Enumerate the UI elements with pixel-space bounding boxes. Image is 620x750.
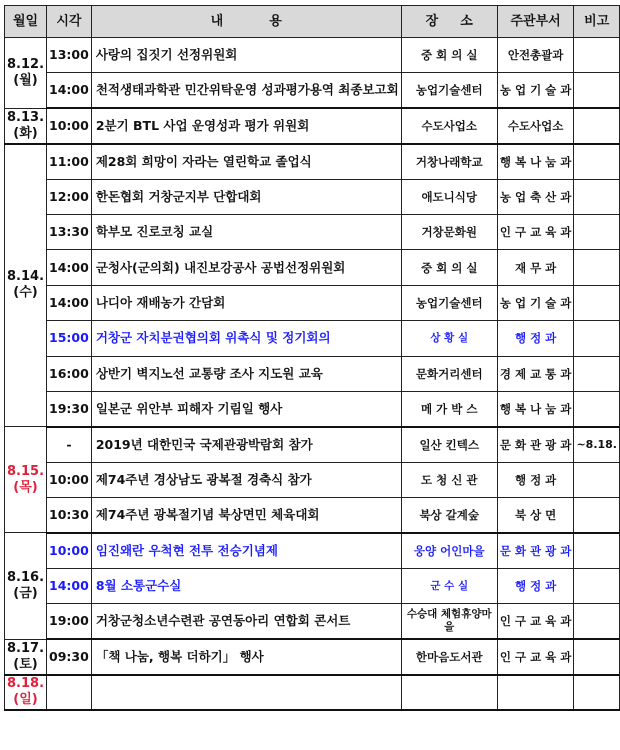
place-cell: 애도니식당 (401, 179, 497, 214)
dept-cell: 문 화 관 광 과 (497, 427, 574, 462)
time-cell: - (47, 427, 92, 462)
date-cell (5, 427, 47, 533)
header-time: 시각 (47, 6, 92, 38)
header-row (5, 6, 620, 38)
content-cell: 한돈협회 거창군지부 단합대회 (91, 179, 401, 214)
time-cell: 14:00 (47, 285, 92, 320)
date-label: 8.12. (7, 56, 45, 72)
date-label: 8.14. (7, 269, 45, 285)
note-cell (574, 285, 620, 320)
date-cell (5, 675, 47, 710)
note-cell (574, 73, 620, 108)
weekday-label: (수) (13, 285, 38, 301)
content-cell: 제74주년 경상남도 광복절 경축식 참가 (91, 462, 401, 497)
place-cell: 군 수 실 (401, 568, 497, 603)
header-date: 월일 (5, 6, 47, 38)
content-cell: 8월 소통군수실 (91, 568, 401, 603)
date-label: 8.17. (7, 640, 45, 656)
note-cell: ~8.18. (574, 427, 620, 462)
note-cell (574, 144, 620, 179)
note-cell (574, 214, 620, 249)
time-cell: 13:00 (47, 38, 92, 73)
place-cell: 한마음도서관 (401, 639, 497, 674)
place-cell: 북상 갈계숲 (401, 498, 497, 533)
place-cell: 일산 킨텍스 (401, 427, 497, 462)
time-cell: 10:00 (47, 108, 92, 143)
table-row (5, 108, 620, 143)
note-cell (574, 321, 620, 356)
content-cell: 제74주년 광복절기념 북상면민 체육대회 (91, 498, 401, 533)
dept-cell: 행 복 나 눔 과 (497, 391, 574, 426)
table-row (5, 639, 620, 674)
content-cell: 「책 나눔, 행복 더하기」 행사 (91, 639, 401, 674)
note-cell (574, 639, 620, 674)
table-row (5, 568, 620, 603)
place-cell: 농업기술센터 (401, 73, 497, 108)
note-cell (574, 498, 620, 533)
place-cell: 농업기술센터 (401, 285, 497, 320)
dept-cell: 행 정 과 (497, 462, 574, 497)
date-cell (5, 144, 47, 427)
table-row (5, 214, 620, 249)
note-cell (574, 250, 620, 285)
time-cell: 19:00 (47, 604, 92, 639)
time-cell: 10:00 (47, 462, 92, 497)
dept-cell: 농 업 기 술 과 (497, 285, 574, 320)
note-cell (574, 462, 620, 497)
dept-cell: 수도사업소 (497, 108, 574, 143)
date-cell (5, 639, 47, 674)
place-cell: 상 황 실 (401, 321, 497, 356)
weekday-label: (월) (13, 72, 38, 88)
table-row (5, 144, 620, 179)
note-cell (574, 38, 620, 73)
dept-cell: 행 복 나 눔 과 (497, 144, 574, 179)
note-cell (574, 604, 620, 639)
content-cell: 일본군 위안부 피해자 기림일 행사 (91, 391, 401, 426)
content-cell: 사랑의 집짓기 선정위원회 (91, 38, 401, 73)
place-cell: 거창나래학교 (401, 144, 497, 179)
date-cell (5, 38, 47, 109)
content-cell: 천적생태과학관 민간위탁운영 성과평가용역 최종보고회 (91, 73, 401, 108)
content-cell: 거창군청소년수련관 공연동아리 연합회 콘서트 (91, 604, 401, 639)
time-cell: 10:30 (47, 498, 92, 533)
header-place: 장소 (401, 6, 497, 38)
dept-cell: 북 상 면 (497, 498, 574, 533)
note-cell (574, 675, 620, 710)
table-row (5, 498, 620, 533)
time-cell: 09:30 (47, 639, 92, 674)
dept-cell: 인 구 교 육 과 (497, 639, 574, 674)
time-cell: 11:00 (47, 144, 92, 179)
time-cell: 14:00 (47, 250, 92, 285)
note-cell (574, 356, 620, 391)
table-row (5, 604, 620, 639)
date-cell (5, 533, 47, 639)
date-label: 8.13. (7, 109, 45, 125)
dept-cell: 안전총괄과 (497, 38, 574, 73)
schedule-table (4, 5, 620, 711)
content-cell: 임진왜란 우척현 전투 전승기념제 (91, 533, 401, 568)
place-cell: 수승대 체험휴양마을 (401, 604, 497, 639)
place-cell: 중 회 의 실 (401, 38, 497, 73)
dept-cell: 경 제 교 통 과 (497, 356, 574, 391)
content-cell: 상반기 벽지노선 교통량 조사 지도원 교육 (91, 356, 401, 391)
table-row (5, 356, 620, 391)
dept-cell: 인 구 교 육 과 (497, 214, 574, 249)
content-cell (91, 675, 401, 710)
header-content: 내용 (91, 6, 401, 38)
table-row (5, 462, 620, 497)
content-cell: 2019년 대한민국 국제관광박람회 참가 (91, 427, 401, 462)
note-cell (574, 391, 620, 426)
date-label: 8.16. (7, 570, 45, 586)
time-cell: 10:00 (47, 533, 92, 568)
content-cell: 군청사(군의회) 내진보강공사 공법선정위원회 (91, 250, 401, 285)
place-cell: 문화거리센터 (401, 356, 497, 391)
note-cell (574, 108, 620, 143)
table-row (5, 250, 620, 285)
content-cell: 나디아 재배농가 간담회 (91, 285, 401, 320)
note-cell (574, 568, 620, 603)
place-cell: 도 청 신 관 (401, 462, 497, 497)
dept-cell: 농 업 축 산 과 (497, 179, 574, 214)
dept-cell (497, 675, 574, 710)
time-cell (47, 675, 92, 710)
place-cell: 메 가 박 스 (401, 391, 497, 426)
content-cell: 거창군 자치분권협의회 위촉식 및 정기회의 (91, 321, 401, 356)
table-row (5, 533, 620, 568)
weekday-label: (목) (13, 479, 38, 495)
weekday-label: (일) (13, 692, 38, 708)
content-cell: 2분기 BTL 사업 운영성과 평가 위원회 (91, 108, 401, 143)
date-cell (5, 108, 47, 143)
table-row (5, 675, 620, 710)
time-cell: 12:00 (47, 179, 92, 214)
dept-cell: 재 무 과 (497, 250, 574, 285)
dept-cell: 농 업 기 술 과 (497, 73, 574, 108)
time-cell: 19:30 (47, 391, 92, 426)
place-cell: 거창문화원 (401, 214, 497, 249)
table-row (5, 427, 620, 462)
table-row (5, 285, 620, 320)
weekday-label: (화) (13, 125, 38, 141)
weekday-label: (토) (13, 656, 38, 672)
content-cell: 제28회 희망이 자라는 열린학교 졸업식 (91, 144, 401, 179)
time-cell: 14:00 (47, 568, 92, 603)
dept-cell: 문 화 관 광 과 (497, 533, 574, 568)
table-row (5, 321, 620, 356)
dept-cell: 인 구 교 육 과 (497, 604, 574, 639)
time-cell: 14:00 (47, 73, 92, 108)
table-row (5, 179, 620, 214)
time-cell: 13:30 (47, 214, 92, 249)
date-label: 8.18. (7, 676, 45, 692)
date-label: 8.15. (7, 463, 45, 479)
note-cell (574, 179, 620, 214)
weekday-label: (금) (13, 586, 38, 602)
header-dept: 주관부서 (497, 6, 574, 38)
table-row (5, 73, 620, 108)
note-cell (574, 533, 620, 568)
dept-cell: 행 정 과 (497, 321, 574, 356)
content-cell: 학부모 진로코칭 교실 (91, 214, 401, 249)
place-cell: 중 회 의 실 (401, 250, 497, 285)
dept-cell: 행 정 과 (497, 568, 574, 603)
time-cell: 16:00 (47, 356, 92, 391)
table-row (5, 38, 620, 73)
table-row (5, 391, 620, 426)
schedule-body (5, 38, 620, 710)
place-cell (401, 675, 497, 710)
place-cell: 웅양 어인마을 (401, 533, 497, 568)
place-cell: 수도사업소 (401, 108, 497, 143)
header-note: 비고 (574, 6, 620, 38)
time-cell: 15:00 (47, 321, 92, 356)
